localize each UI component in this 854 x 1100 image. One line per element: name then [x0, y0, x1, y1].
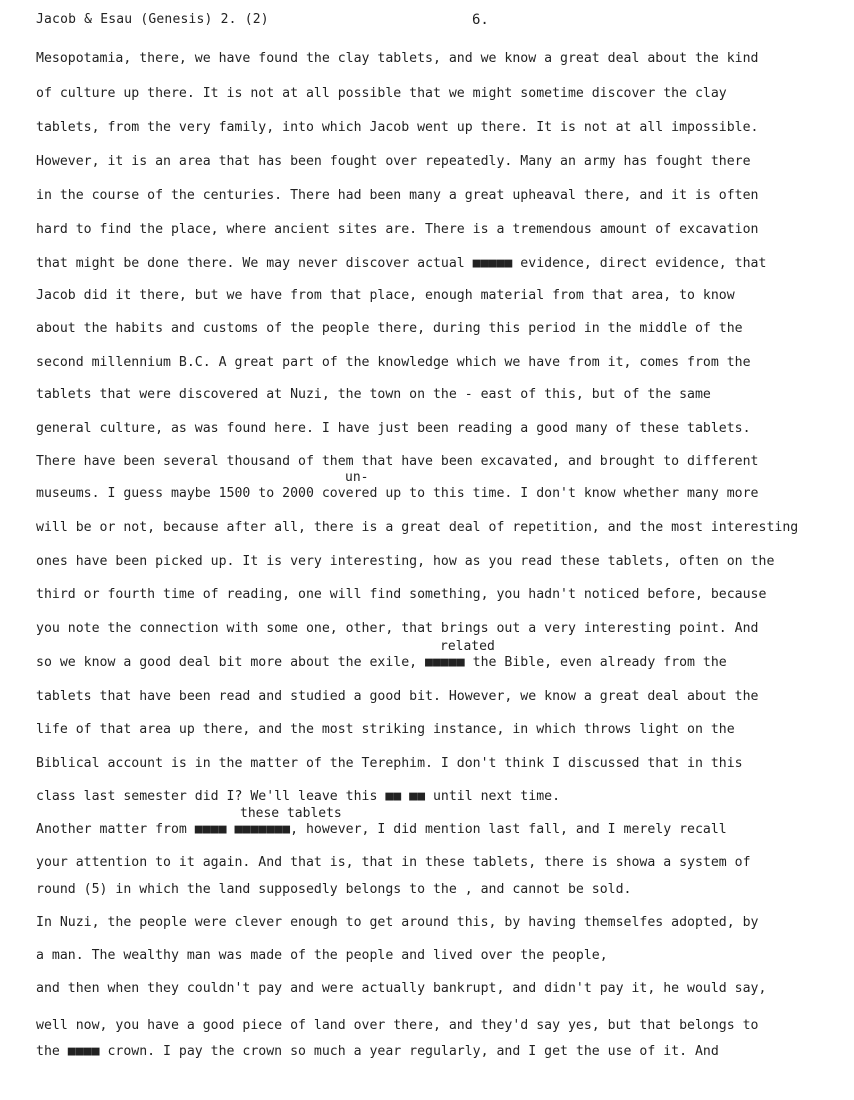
handwritten-insertion: these tablets — [240, 806, 342, 821]
text-line: will be or not, because after all, there is a great deal of repetition, and the most interesting — [36, 520, 799, 535]
text-line: tablets that have been read and studied a good bit. However, we know a great deal about the — [36, 689, 759, 704]
text-line: a man. The wealthy man was made of the people and lived over the people, — [36, 948, 608, 963]
text-line: third or fourth time of reading, one will find something, you hadn't noticed before, because — [36, 587, 767, 602]
text-line: Mesopotamia, there, we have found the clay tablets, and we know a great deal about the kind — [36, 51, 759, 66]
text-line: In Nuzi, the people were clever enough to get around this, by having themselfes adopted, by — [36, 915, 759, 930]
text-line: tablets, from the very family, into which Jacob went up there. It is not at all impossible. — [36, 120, 759, 135]
text-line: your attention to it again. And that is, that in these tablets, there is showa a system of — [36, 855, 751, 870]
handwritten-insertion: un- — [345, 470, 369, 485]
text-line: general culture, as was found here. I have just been reading a good many of these tablets. — [36, 421, 751, 436]
text-line: in the course of the centuries. There had been many a great upheaval there, and it is often — [36, 188, 759, 203]
text-line: second millennium B.C. A great part of the knowledge which we have from it, comes from the — [36, 355, 751, 370]
document-header: Jacob & Esau (Genesis) 2. (2) — [36, 12, 269, 27]
text-line: about the habits and customs of the people there, during this period in the middle of the — [36, 321, 743, 336]
text-line: class last semester did I? We'll leave this ■■ ■■ until next time. — [36, 789, 561, 804]
text-line: Another matter from ■■■■ ■■■■■■■, however, I did mention last fall, and I merely recall — [36, 822, 727, 837]
text-line: ones have been picked up. It is very interesting, how as you read these tablets, often on the — [36, 554, 775, 569]
text-line: However, it is an area that has been fought over repeatedly. Many an army has fought there — [36, 154, 751, 169]
text-line: hard to find the place, where ancient sites are. There is a tremendous amount of excavation — [36, 222, 759, 237]
text-line: so we know a good deal bit more about the exile, ■■■■■ the Bible, even already from the — [36, 655, 727, 670]
text-line: museums. I guess maybe 1500 to 2000 covered up to this time. I don't know whether many more — [36, 486, 759, 501]
text-line: round (5) in which the land supposedly belongs to the , and cannot be sold. — [36, 882, 632, 897]
text-line: that might be done there. We may never discover actual ■■■■■ evidence, direct evidence, that — [36, 256, 767, 271]
text-line: the ■■■■ crown. I pay the crown so much a year regularly, and I get the use of it. And — [36, 1044, 719, 1059]
text-line: you note the connection with some one, other, that brings out a very interesting point. And — [36, 621, 759, 636]
handwritten-insertion: related — [440, 639, 495, 654]
text-line: There have been several thousand of them that have been excavated, and brought to different — [36, 454, 759, 469]
text-line: well now, you have a good piece of land over there, and they'd say yes, but that belongs to — [36, 1018, 759, 1033]
page-number: 6. — [472, 12, 489, 28]
text-line: tablets that were discovered at Nuzi, the town on the - east of this, but of the same — [36, 387, 711, 402]
text-line: life of that area up there, and the most striking instance, in which throws light on the — [36, 722, 735, 737]
text-line: Biblical account is in the matter of the Terephim. I don't think I discussed that in this — [36, 756, 743, 771]
text-line: of culture up there. It is not at all possible that we might sometime discover the clay — [36, 86, 727, 101]
text-line: and then when they couldn't pay and were actually bankrupt, and didn't pay it, he would say, — [36, 981, 767, 996]
text-line: Jacob did it there, but we have from that place, enough material from that area, to know — [36, 288, 735, 303]
